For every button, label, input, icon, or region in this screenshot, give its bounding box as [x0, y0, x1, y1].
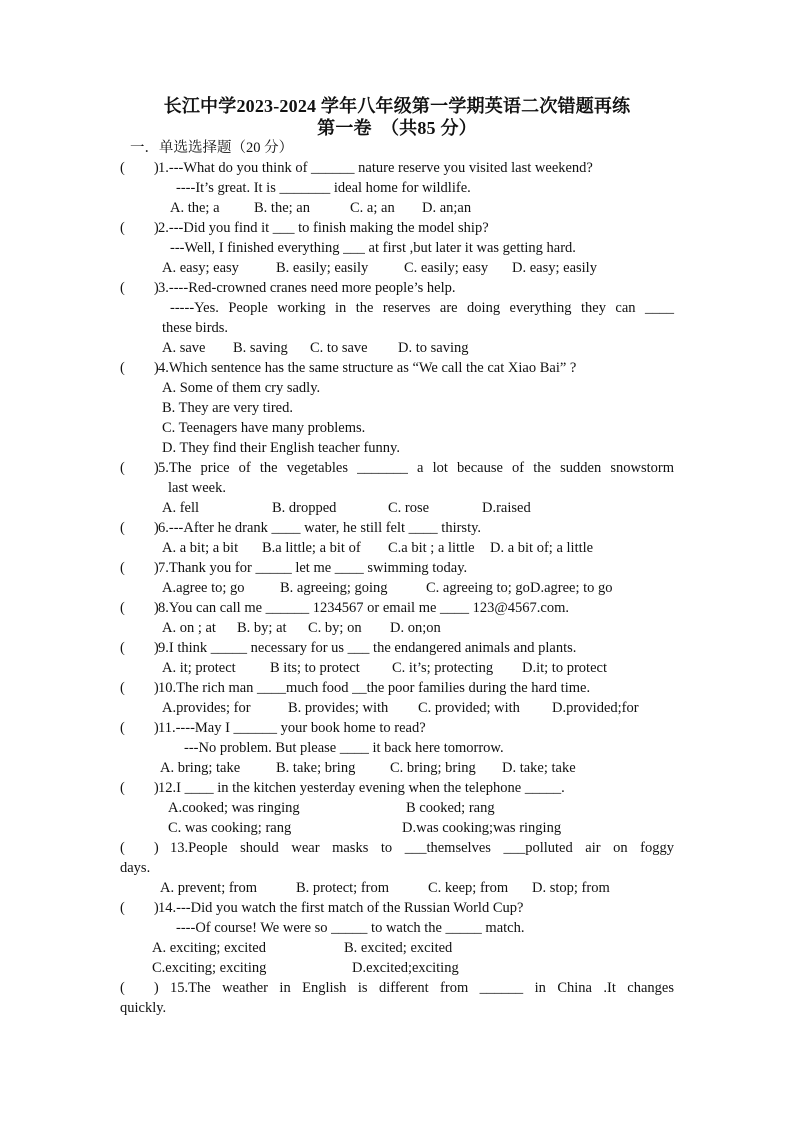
option-b: B. easily; easily — [276, 260, 369, 276]
answer-blank: ( ) — [120, 720, 159, 736]
question-row — [0, 838, 794, 858]
question-stem: 1.---What do you think of ______ nature reserve you visited last weekend? — [158, 160, 593, 176]
option-d: D.provided;for — [552, 700, 639, 716]
answer-blank: ( ) — [120, 460, 159, 476]
option-d: D.agree; to go — [530, 580, 613, 596]
option-b: B.a little; a bit of — [262, 540, 361, 556]
question-stem: 4.Which sentence has the same structure as “We call the cat Xiao Bai” ? — [158, 360, 577, 376]
answer-blank: ( ) — [120, 640, 159, 656]
option-b: B its; to protect — [270, 660, 360, 676]
option-c: C. it’s; protecting — [392, 660, 494, 676]
option-a: A. it; protect — [162, 660, 236, 676]
option-a: A. the; a — [170, 200, 220, 216]
option-a: A.cooked; was ringing — [168, 800, 300, 816]
option-c: C. provided; with — [418, 700, 520, 716]
answer-blank: ( ) — [120, 980, 159, 996]
question-row — [0, 718, 794, 738]
option-a: A. bring; take — [160, 760, 241, 776]
option-c: C.exciting; exciting — [152, 960, 267, 976]
question-stem: 2.---Did you find it ___ to finish making the model ship? — [158, 220, 489, 236]
option-a: A.provides; for — [162, 700, 251, 716]
question-row — [0, 158, 794, 178]
question-row — [0, 358, 794, 378]
question-row — [0, 778, 794, 798]
question-stem: 10.The rich man ____much food __the poor families during the hard time. — [158, 680, 591, 696]
option-b: B. take; bring — [276, 760, 356, 776]
option-c: C. rose — [388, 500, 430, 516]
option-d: D.it; to protect — [522, 660, 607, 676]
question-stem: 12.I ____ in the kitchen yesterday evening when the telephone _____. — [158, 780, 565, 796]
option-b: B. dropped — [272, 500, 337, 516]
question-row — [0, 898, 794, 918]
option-b: B. agreeing; going — [280, 580, 388, 596]
answer-blank: ( ) — [120, 160, 159, 176]
option-b: B. provides; with — [288, 700, 389, 716]
option-a: A. prevent; from — [160, 880, 258, 896]
option-b: B. excited; excited — [344, 940, 453, 956]
option-d: D.excited;exciting — [352, 960, 459, 976]
question-row — [0, 278, 794, 298]
option-c: C.a bit ; a little — [388, 540, 475, 556]
option-d: D.raised — [482, 500, 531, 516]
section-heading: 一．单选选择题（20 分） — [130, 140, 294, 156]
option-a: A. a bit; a bit — [162, 540, 239, 556]
answer-blank: ( ) — [120, 780, 159, 796]
question-row — [0, 678, 794, 698]
option-b: B. protect; from — [296, 880, 390, 896]
question-subline: days. — [120, 860, 151, 876]
option-c: C. a; an — [350, 200, 395, 216]
question-row — [0, 518, 794, 538]
question-subline: ---Well, I finished everything ___ at first ,but later it was getting hard. — [170, 240, 576, 256]
question-stem: 11.----May I ______ your book home to read? — [158, 720, 426, 736]
question-row — [0, 638, 794, 658]
option-c: C. agreeing to; go — [426, 580, 530, 596]
page-subtitle: 第一卷 （共85 分） — [317, 118, 477, 138]
page-title: 长江中学2023-2024 学年八年级第一学期英语二次错题再练 — [163, 96, 631, 116]
question-stem: 3.----Red-crowned cranes need more people’s help. — [158, 280, 456, 296]
option-b: B. They are very tired. — [162, 400, 293, 416]
question-stem: 8.You can call me ______ 1234567 or email me ____ 123@4567.com. — [158, 600, 569, 616]
question-row — [0, 458, 794, 478]
question-stem: 9.I think _____ necessary for us ___ the endangered animals and plants. — [158, 640, 577, 656]
answer-blank: ( ) — [120, 680, 159, 696]
option-c: C. to save — [310, 340, 368, 356]
question-row — [0, 218, 794, 238]
question-subline: ---No problem. But please ____ it back here tomorrow. — [184, 740, 504, 756]
option-d: D. an;an — [422, 200, 472, 216]
option-c: C. by; on — [308, 620, 362, 636]
answer-blank: ( ) — [120, 560, 159, 576]
option-c: C. bring; bring — [390, 760, 476, 776]
answer-blank: ( ) — [120, 600, 159, 616]
question-stem: 13.People should wear masks to ___themselves ___polluted air on foggy — [170, 840, 674, 856]
option-a: A. save — [162, 340, 206, 356]
question-stem: 7.Thank you for _____ let me ____ swimming today. — [158, 560, 468, 576]
answer-blank: ( ) — [120, 900, 159, 916]
question-row — [0, 598, 794, 618]
option-d: D. take; take — [502, 760, 576, 776]
question-subline: -----Yes. People working in the reserves are doing everything they can ____ — [170, 300, 674, 316]
option-a: A. exciting; excited — [152, 940, 266, 956]
question-subline: last week. — [168, 480, 226, 496]
answer-blank: ( ) — [120, 360, 159, 376]
answer-blank: ( ) — [120, 280, 159, 296]
option-b: B. by; at — [237, 620, 287, 636]
answer-blank: ( ) — [120, 220, 159, 236]
option-a: A. Some of them cry sadly. — [162, 380, 321, 396]
option-d: D. They find their English teacher funny. — [162, 440, 400, 456]
answer-blank: ( ) — [120, 520, 159, 536]
question-subline: quickly. — [120, 1000, 167, 1016]
option-d: D. to saving — [398, 340, 469, 356]
question-stem: 5.The price of the vegetables _______ a lot because of the sudden snowstorm — [158, 460, 674, 476]
option-b: B. the; an — [254, 200, 310, 216]
option-a: A. fell — [162, 500, 200, 516]
option-d: D. easy; easily — [512, 260, 597, 276]
question-subline: ----Of course! We were so _____ to watch the _____ match. — [176, 920, 525, 936]
option-c: C. easily; easy — [404, 260, 489, 276]
answer-blank: ( ) — [120, 840, 159, 856]
question-row — [0, 978, 794, 998]
option-d: D. a bit of; a little — [490, 540, 594, 556]
option-a: A.agree to; go — [162, 580, 245, 596]
option-d: D. on;on — [390, 620, 441, 636]
question-subline: ----It’s great. It is _______ ideal home for wildlife. — [176, 180, 471, 196]
question-stem: 15.The weather in English is different from ______ in China .It changes — [170, 980, 674, 996]
question-subline: these birds. — [162, 320, 229, 336]
option-d: D.was cooking;was ringing — [402, 820, 562, 836]
option-b: B cooked; rang — [406, 800, 495, 816]
option-c: C. was cooking; rang — [168, 820, 292, 836]
option-a: A. easy; easy — [162, 260, 239, 276]
option-c: C. Teenagers have many problems. — [162, 420, 366, 436]
option-d: D. stop; from — [532, 880, 610, 896]
question-stem: 14.---Did you watch the first match of the Russian World Cup? — [158, 900, 524, 916]
option-a: A. on ; at — [162, 620, 216, 636]
question-stem: 6.---After he drank ____ water, he still felt ____ thirsty. — [158, 520, 482, 536]
question-row — [0, 558, 794, 578]
option-b: B. saving — [233, 340, 288, 356]
option-c: C. keep; from — [428, 880, 509, 896]
